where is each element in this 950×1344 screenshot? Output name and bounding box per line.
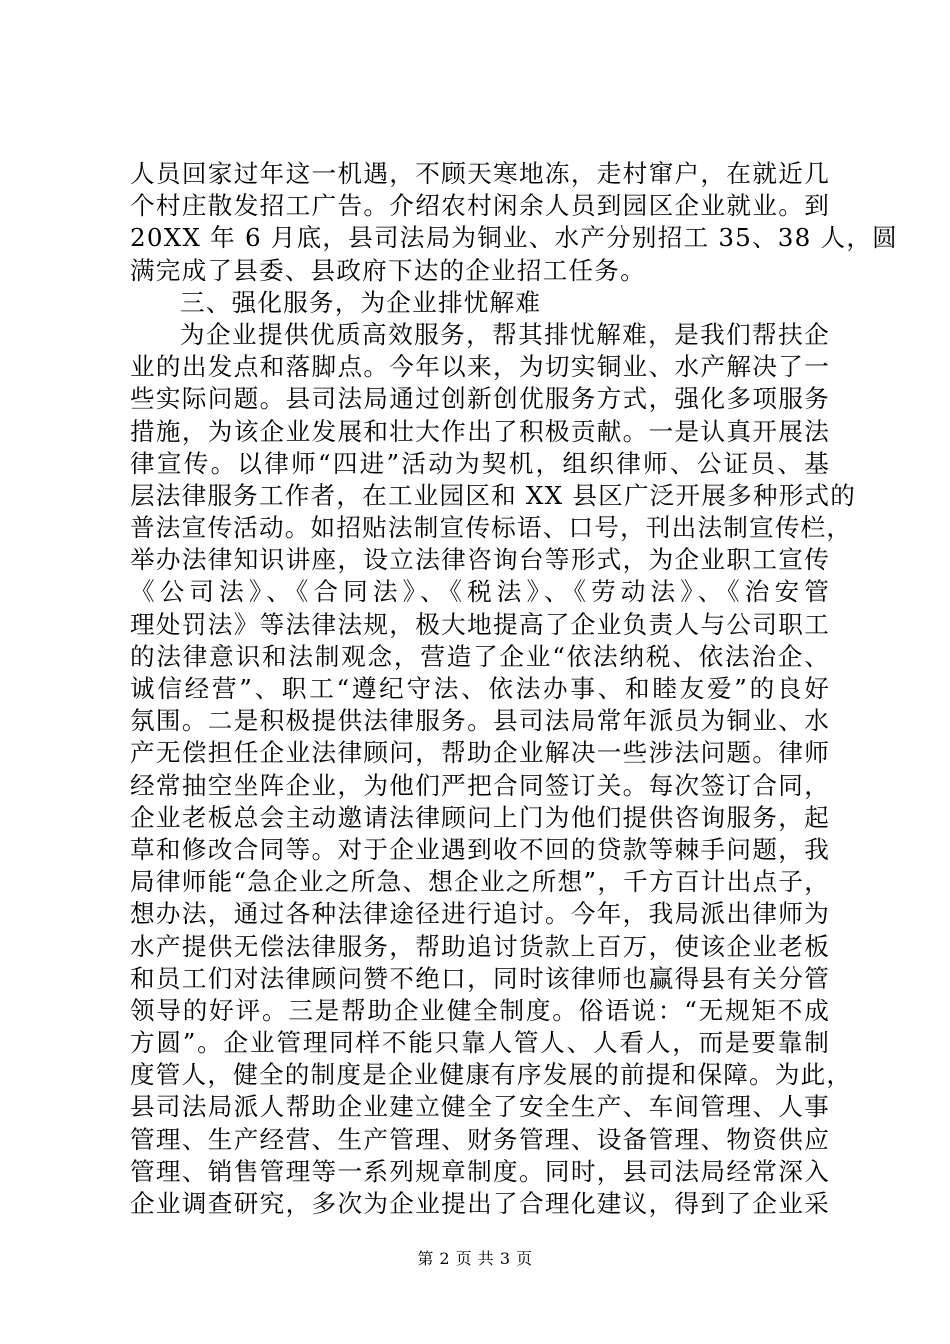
body-line: 人员回家过年这一机遇，不顾天寒地冻，走村窜户，在就近几	[130, 159, 830, 188]
body-line: 诚信经营”、职工“遵纪守法、依法办事、和睦友爱”的良好	[130, 674, 830, 703]
body-line: 举办法律知识讲座，设立法律咨询台等形式，为企业职工宣传	[130, 545, 830, 575]
body-line: 为企业提供优质高效服务，帮其排忧解难，是我们帮扶企	[180, 319, 830, 349]
body-line: 管理、生产经营、生产管理、财务管理、设备管理、物资供应	[130, 1124, 830, 1154]
body-line: 草和修改合同等。对于企业遇到收不回的贷款等棘手问题，我	[130, 834, 830, 864]
document-body	[130, 158, 898, 1220]
body-line: 局律师能“急企业之所急、想企业之所想”，千方百计出点子，	[130, 867, 830, 897]
body-line: 水产提供无偿法律服务，帮助追讨货款上百万，使该企业老板	[130, 931, 830, 961]
body-line: 措施，为该企业发展和壮大作出了积极贡献。一是认真开展法	[130, 416, 830, 446]
body-line: 企业调查研究，多次为企业提出了合理化建议，得到了企业采	[130, 1189, 830, 1218]
body-line: 和员工们对法律顾问赞不绝口，同时该律师也赢得县有关分管	[130, 963, 830, 993]
body-line: 《公司法》、《合同法》、《税法》、《劳动法》、《治安管	[130, 577, 830, 607]
body-line: 业的出发点和落脚点。今年以来，为切实铜业、水产解决了一	[130, 352, 830, 382]
body-line: 经常抽空坐阵企业，为他们严把合同签订关。每次签订合同，	[130, 770, 830, 800]
body-line: 管理、销售管理等一系列规章制度。同时，县司法局经常深入	[130, 1156, 830, 1186]
body-line: 度管人，健全的制度是企业健康有序发展的前提和保障。为此，	[130, 1060, 853, 1090]
body-line: 20XX 年 6 月底，县司法局为铜业、水产分别招工 35、38 人，圆	[130, 223, 898, 253]
section-heading: 三、强化服务，为企业排忧解难	[180, 287, 542, 317]
body-line: 满完成了县委、县政府下达的企业招工任务。	[130, 255, 646, 285]
body-line: 个村庄散发招工广告。介绍农村闲余人员到园区企业就业。到	[130, 191, 830, 221]
body-line: 县司法局派人帮助企业建立健全了安全生产、车间管理、人事	[130, 1092, 830, 1122]
body-line: 律宣传。以律师“四进”活动为契机，组织律师、公证员、基	[130, 448, 830, 478]
page-number: 第 2 页 共 3 页	[417, 1249, 533, 1268]
body-line: 方圆”。企业管理同样不能只靠人管人、人看人，而是要靠制	[130, 1028, 830, 1058]
body-line: 氛围。二是积极提供法律服务。县司法局常年派员为铜业、水	[130, 706, 830, 736]
body-line: 些实际问题。县司法局通过创新创优服务方式，强化多项服务	[130, 384, 830, 414]
body-line: 领导的好评。三是帮助企业健全制度。俗语说：“无规矩不成	[130, 995, 830, 1025]
body-line: 想办法，通过各种法律途径进行追讨。今年，我局派出律师为	[130, 899, 830, 929]
body-line: 的法律意识和法制观念，营造了企业“依法纳税、依法治企、	[130, 641, 830, 671]
page-footer	[0, 1246, 950, 1269]
body-line: 普法宣传活动。如招贴法制宣传标语、口号，刊出法制宣传栏，	[130, 513, 853, 543]
body-line: 企业老板总会主动邀请法律顾问上门为他们提供咨询服务，起	[130, 802, 830, 832]
body-line: 层法律服务工作者，在工业园区和 XX 县区广泛开展多种形式的	[130, 480, 857, 510]
body-line: 产无偿担任企业法律顾问，帮助企业解决一些涉法问题。律师	[130, 738, 830, 768]
body-line: 理处罚法》等法律法规，极大地提高了企业负责人与公司职工	[130, 609, 830, 639]
